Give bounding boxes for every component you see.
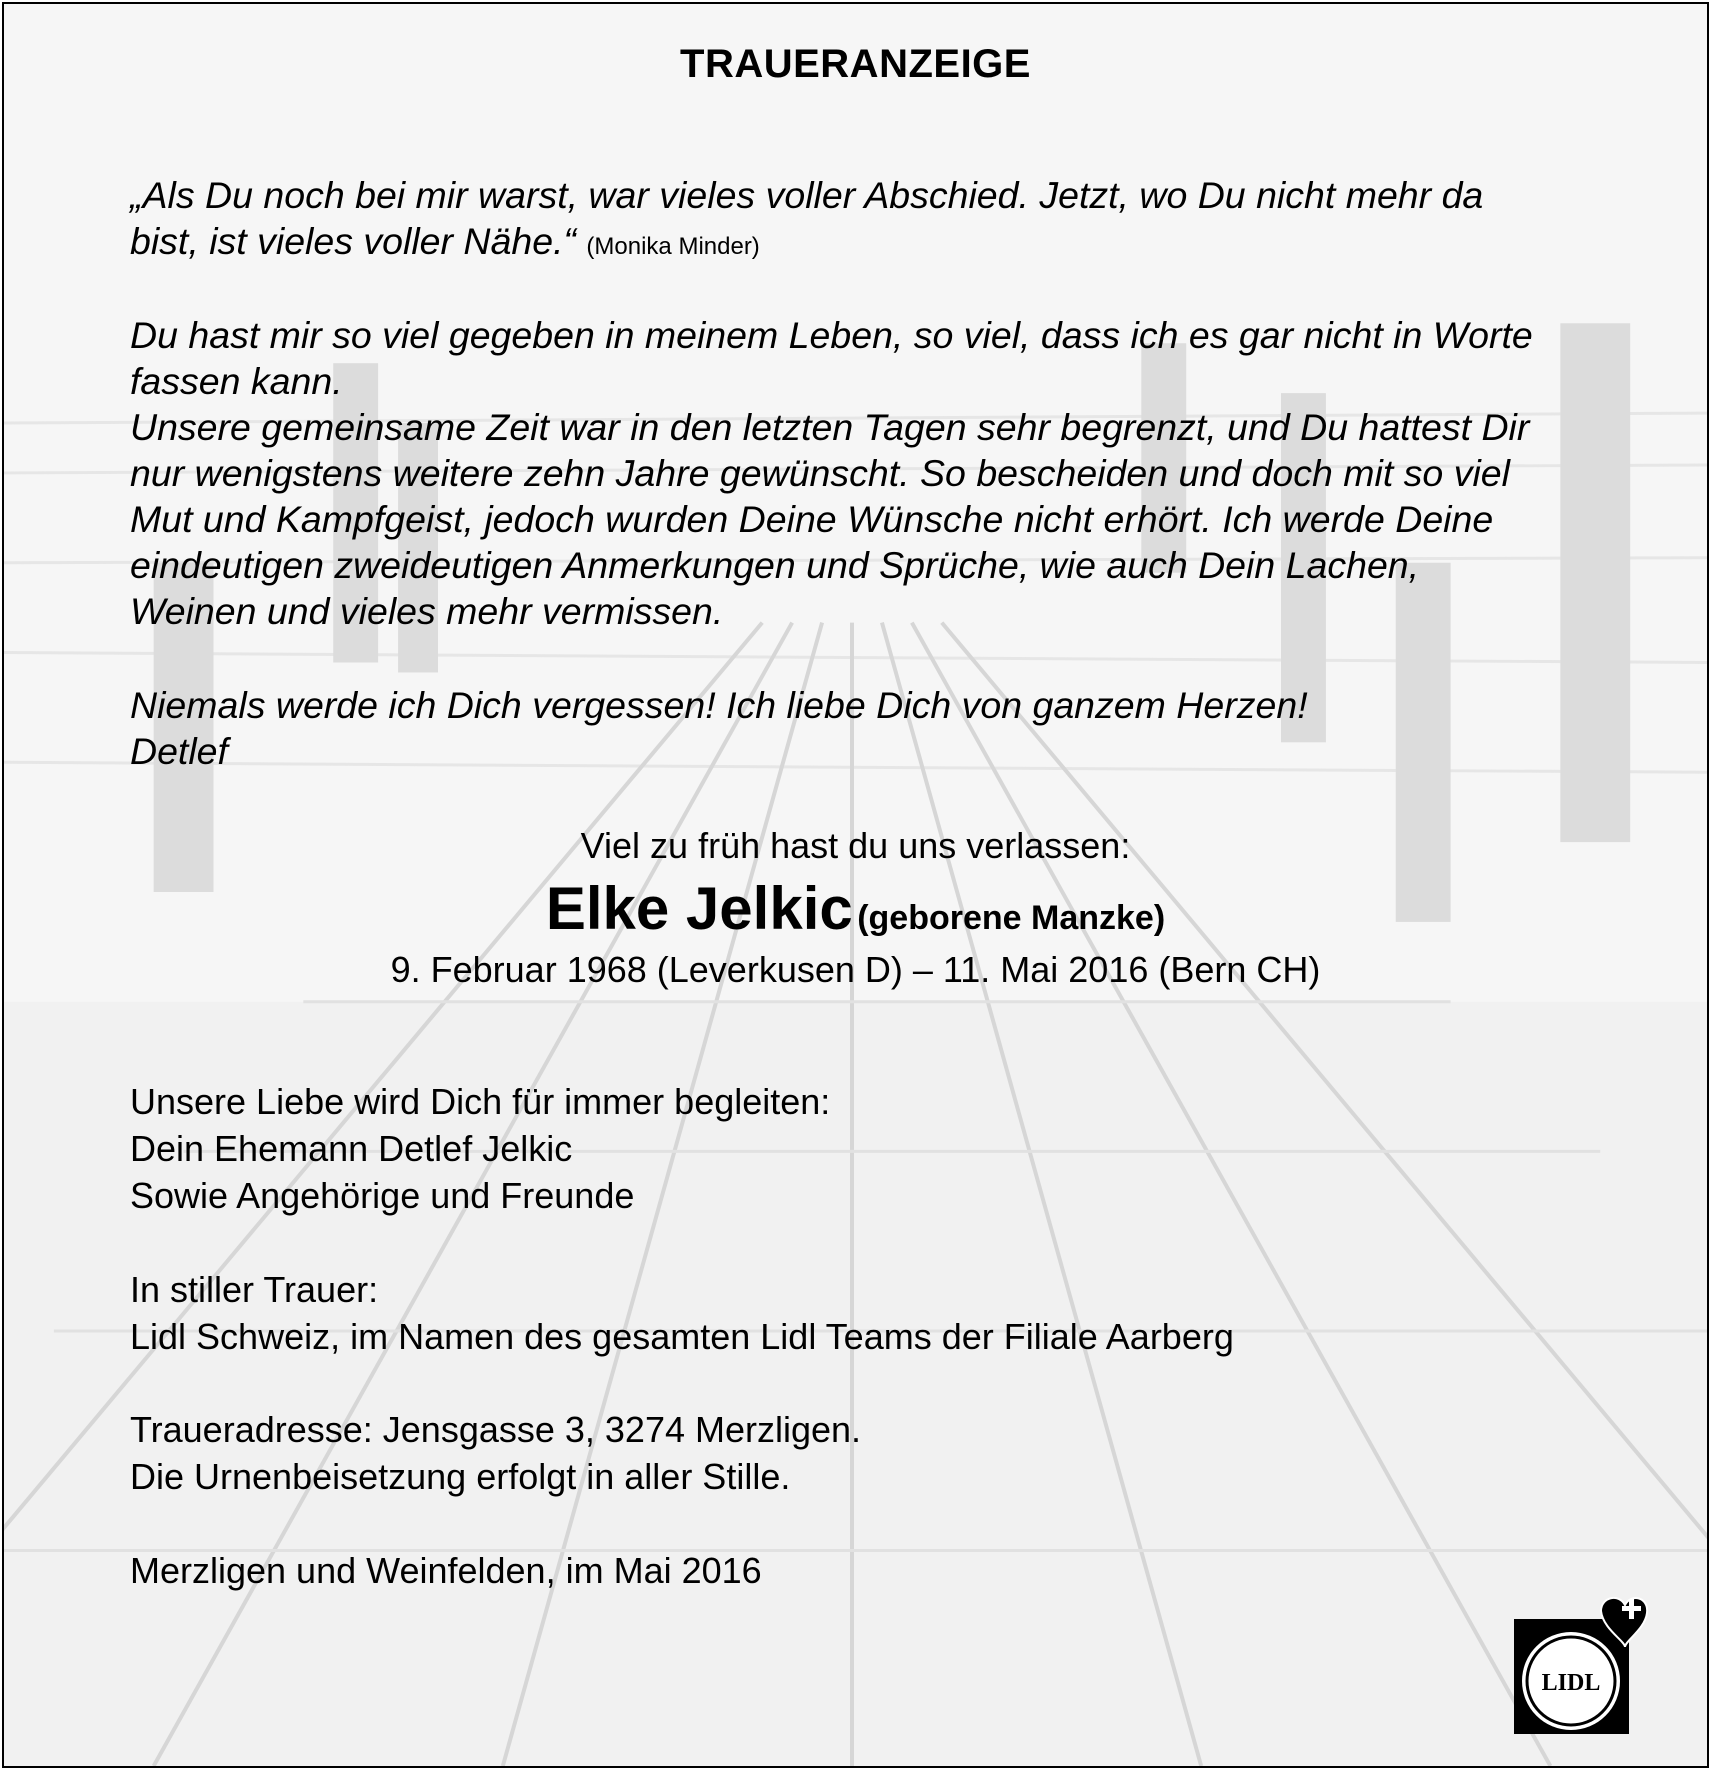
place-date: Merzligen und Weinfelden, im Mai 2016	[130, 1550, 762, 1591]
notice-title: TRAUERANZEIGE	[680, 42, 1031, 86]
deceased-birth-name: (geborene Manzke)	[857, 899, 1166, 937]
message-line: nur wenigstens weitere zehn Jahre gewünscht. So bescheiden und doch mit so viel	[130, 452, 1510, 494]
employer-line: In stiller Trauer:	[130, 1269, 379, 1310]
mourners-line: Unsere Liebe wird Dich für immer begleiten:	[130, 1081, 831, 1122]
quote-line-1: „Als Du noch bei mir warst, war vieles voller Abschied. Jetzt, wo Du nicht mehr da	[130, 174, 1484, 216]
message-line: Du hast mir so viel gegeben in meinem Leben, so viel, dass ich es gar nicht in Worte	[130, 314, 1533, 356]
address-line: Die Urnenbeisetzung erfolgt in aller Stille.	[130, 1456, 791, 1497]
message-line: Unsere gemeinsame Zeit war in den letzten Tagen sehr begrenzt, und Du hattest Dir	[130, 406, 1530, 448]
signature: Detlef	[130, 730, 228, 772]
message-line: fassen kann.	[130, 360, 343, 402]
message-line: Mut und Kampfgeist, jedoch wurden Deine Wünsche nicht erhört. Ich werde Deine	[130, 498, 1494, 540]
lidl-heart-plus-logo-icon	[1509, 1589, 1649, 1749]
svg-text:LIDL: LIDL	[1541, 1670, 1601, 1696]
message-line: eindeutigen zweideutigen Anmerkungen und Sprüche, wie auch Dein Lachen,	[130, 544, 1420, 586]
quote-line-2	[130, 218, 760, 270]
mourners-line: Sowie Angehörige und Freunde	[130, 1175, 635, 1216]
obituary-notice	[2, 2, 1709, 1768]
closing-line: Niemals werde ich Dich vergessen! Ich liebe Dich von ganzem Herzen!	[130, 684, 1308, 726]
quote-author: (Monika Minder)	[586, 233, 760, 260]
deceased-dates: 9. Februar 1968 (Leverkusen D) – 11. Mai 2016 (Bern CH)	[390, 949, 1321, 990]
quote-line-2-text: bist, ist vieles voller Nähe.“	[130, 220, 576, 262]
deceased-name: Elke Jelkic	[545, 875, 853, 942]
deceased-intro: Viel zu früh hast du uns verlassen:	[580, 825, 1131, 866]
deceased-name-line	[4, 874, 1707, 943]
employer-line: Lidl Schweiz, im Namen des gesamten Lidl Teams der Filiale Aarberg	[130, 1316, 1234, 1357]
address-line: Traueradresse: Jensgasse 3, 3274 Merzligen.	[130, 1409, 862, 1450]
mourners-line: Dein Ehemann Detlef Jelkic	[130, 1128, 573, 1169]
message-line: Weinen und vieles mehr vermissen.	[130, 590, 724, 632]
